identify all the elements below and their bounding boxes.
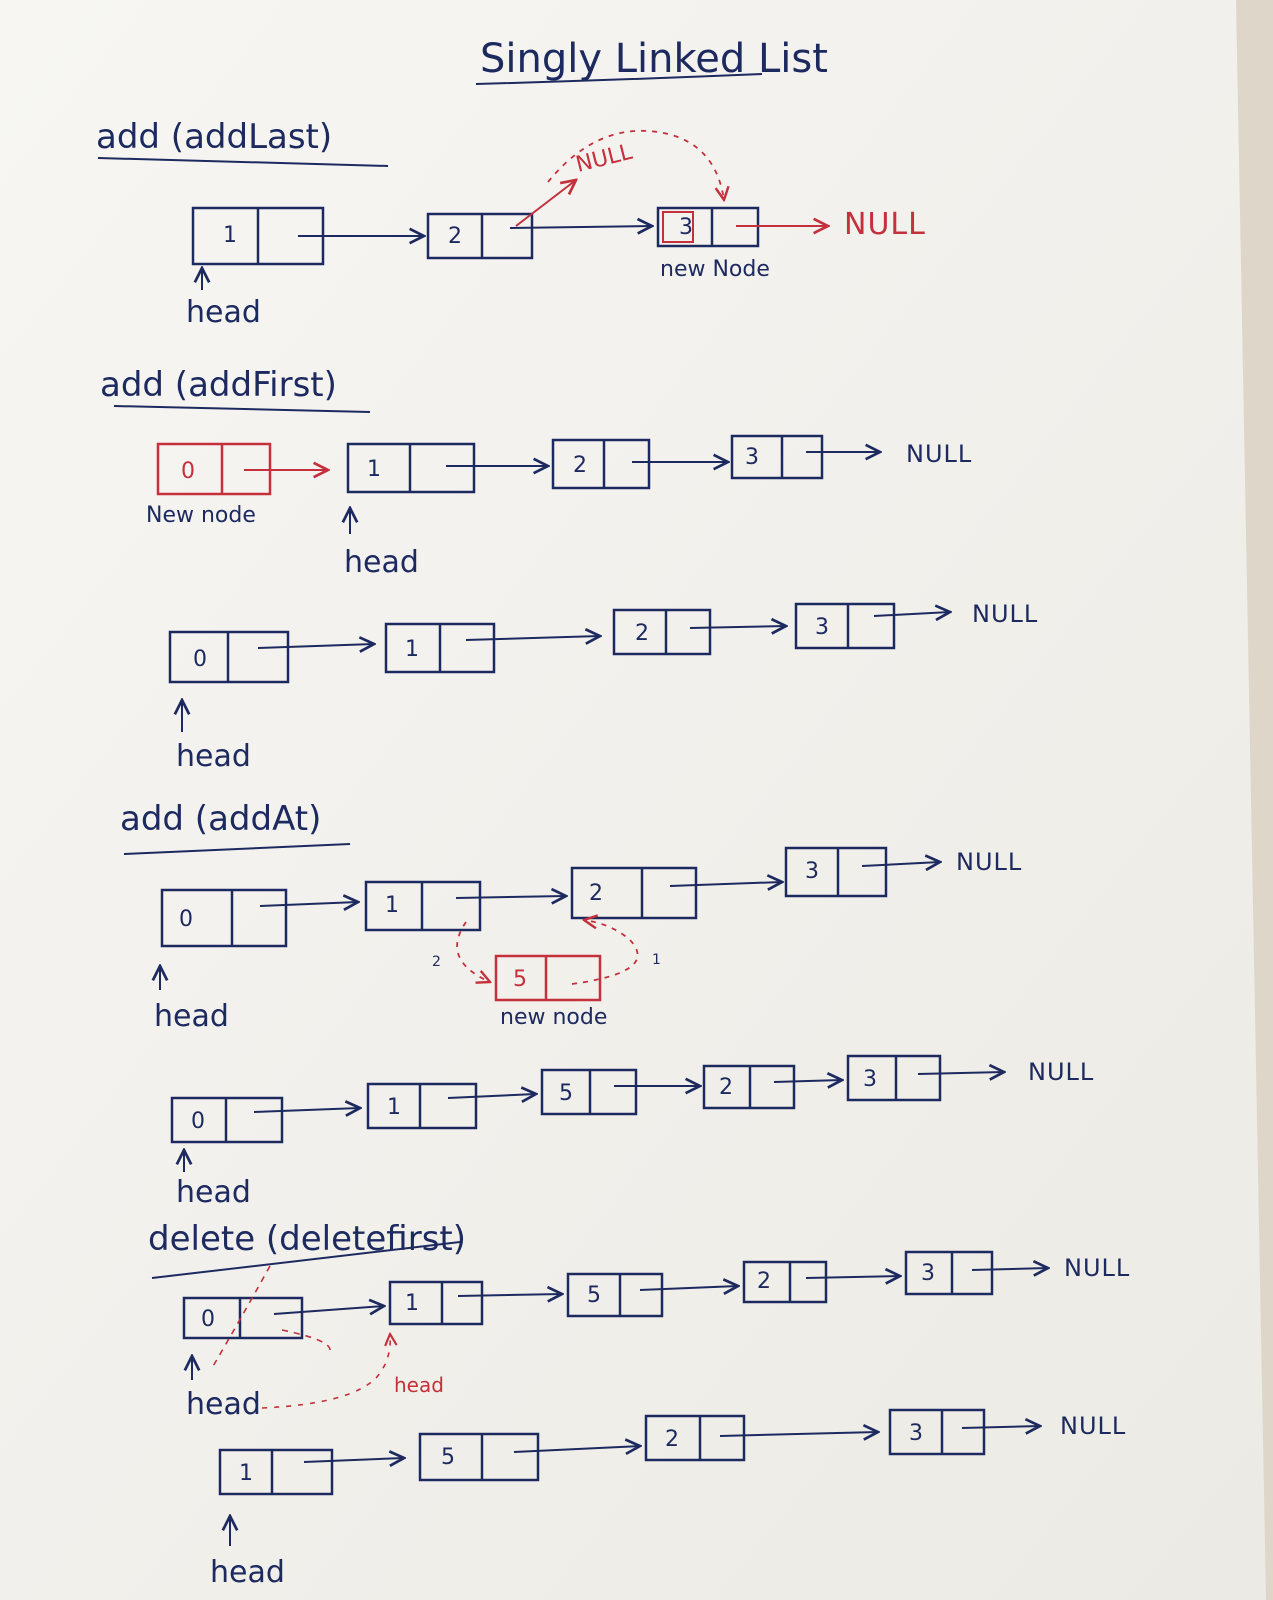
node-value: 2 — [573, 453, 587, 478]
node-value: 1 — [239, 1461, 253, 1486]
heading-add-last: add (addLast) — [96, 117, 333, 157]
node-value: 3 — [863, 1067, 877, 1092]
node-value: 1 — [367, 457, 381, 482]
node-value: 2 — [635, 621, 649, 646]
node-value: 2 — [757, 1269, 771, 1294]
node-value: 3 — [909, 1421, 923, 1446]
new-node-label: new node — [500, 1005, 608, 1030]
node-value: 1 — [385, 893, 399, 918]
null-label: NULL — [1064, 1254, 1131, 1282]
page-title: Singly Linked List — [480, 36, 828, 82]
head-label: head — [210, 1555, 285, 1590]
head-label: head — [344, 545, 419, 580]
step-2-label: 2 — [432, 954, 441, 970]
node-value: 0 — [181, 459, 195, 484]
head-label: head — [186, 1387, 261, 1422]
new-node-label: New node — [146, 503, 256, 528]
node-value: 0 — [201, 1307, 215, 1332]
node-value: 5 — [587, 1283, 601, 1308]
node-value: 3 — [921, 1261, 935, 1286]
node-value: 0 — [193, 647, 207, 672]
null-label: NULL — [844, 207, 926, 242]
node-value: 1 — [223, 223, 237, 248]
null-label: NULL — [1060, 1412, 1127, 1440]
node-value: 3 — [805, 859, 819, 884]
null-label: NULL — [1028, 1058, 1095, 1086]
heading-delete-first: delete (deletefirst) — [148, 1219, 467, 1259]
node-value: 2 — [665, 1427, 679, 1452]
node-value: 3 — [815, 615, 829, 640]
node-value: 1 — [405, 1291, 419, 1316]
node-value: 2 — [719, 1075, 733, 1100]
null-label: NULL — [956, 848, 1023, 876]
old-null-label: NULL — [573, 139, 635, 178]
null-label: NULL — [972, 600, 1039, 628]
step-1-label: 1 — [652, 952, 661, 968]
node-value: 1 — [405, 637, 419, 662]
new-node-label: new Node — [660, 257, 770, 282]
new-head-label: head — [394, 1373, 444, 1397]
node-value: 2 — [589, 881, 603, 906]
head-label: head — [176, 1175, 251, 1210]
head-label: head — [176, 739, 251, 774]
node-value: 0 — [191, 1109, 205, 1134]
node-value: 5 — [559, 1081, 573, 1106]
heading-add-at: add (addAt) — [120, 799, 322, 839]
head-label: head — [154, 999, 229, 1034]
null-label: NULL — [906, 440, 973, 468]
node-value: 1 — [387, 1095, 401, 1120]
node-value: 2 — [448, 224, 462, 249]
head-label: head — [186, 295, 261, 330]
node-value: 3 — [745, 445, 759, 470]
node-value: 3 — [679, 215, 693, 240]
node-value: 5 — [513, 967, 527, 992]
node-value: 5 — [441, 1445, 455, 1470]
heading-add-first: add (addFirst) — [100, 365, 337, 405]
node-value: 0 — [179, 907, 193, 932]
